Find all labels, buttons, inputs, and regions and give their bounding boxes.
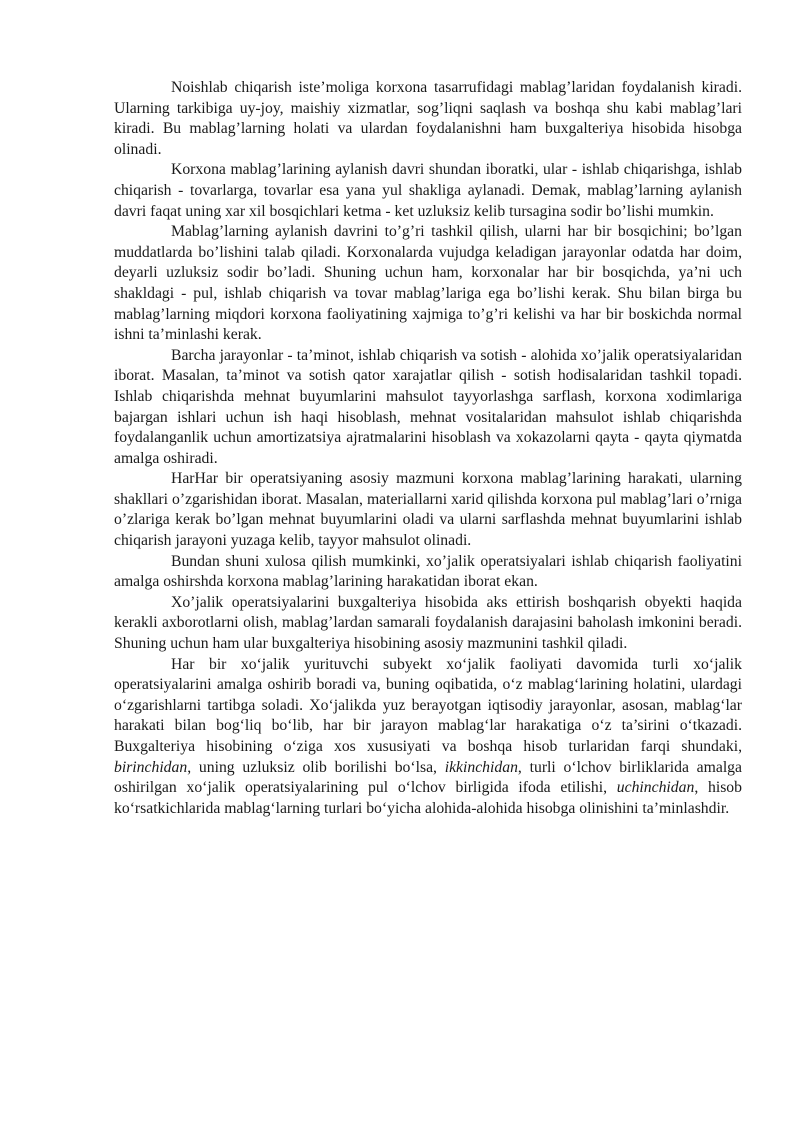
emphasis-birinchidan: birinchidan [114, 758, 188, 776]
paragraph-7: Xo’jalik operatsiyalarini buxgalteriya hisobida aks ettirish boshqarish obyekti haqida kerakli axborotlarni olish, mablag’lardan samarali foydalanish darajasini baholash imkonini beradi. Shuning uchun ham ular buxgalteriya hisobining asosiy mazmunini tashkil qiladi. [114, 593, 742, 653]
paragraph-4: Barcha jarayonlar - ta’minot, ishlab chiqarish va sotish - alohida xo’jalik operatsiyalaridan iborat. Masalan, ta’minot va sotish qator xarajatlar qilish - sotish hodisalaridan tashkil topadi. Ishlab chiqarishda mehnat buyumlarini mahsulot tayyorlashga sarflash, korxona xodimlariga bajargan ishlari uchun ish haqi hisoblash, mehnat vositalaridan mahsulot ishlab chiqarishda foydalanganlik uchun amortizatsiya ajratmalarini hisoblash va xokazolarni qayta - qayta qiymatda amalga oshiradi. [114, 346, 742, 467]
document-page [114, 78, 742, 819]
emphasis-ikkinchidan: ikkinchidan [444, 758, 518, 776]
emphasis-uchinchidan: uchinchidan [616, 779, 695, 797]
paragraph-8-text-1: Har bir xo‘jalik yurituvchi subyekt xo‘jalik faoliyati davomida turli xo‘jalik operatsiyalarini amalga oshirib boradi va, buning oqibatida, o‘z mablag‘larining holatini, ulardagi o‘zgarishlarni tartibga soladi. Xo‘jalikda yuz berayotgan iqtisodiy jarayonlar, asosan, mablag‘lar harakati bilan bog‘liq bo‘lib, har bir jarayon mablag‘lar harakatiga o‘z ta’sirini o‘tkazadi. Buxgalteriya hisobining o‘ziga xos xususiyati va boshqa hisob turlaridan farqi shundaki, [114, 655, 742, 755]
paragraph-8 [114, 655, 742, 820]
paragraph-8-text-2: , uning uzluksiz olib borilishi bo‘lsa, [187, 758, 445, 776]
paragraph-2: Korxona mablag’larining aylanish davri shundan iboratki, ular - ishlab chiqarishga, ishlab chiqarish - tovarlarga, tovarlar esa yana yul shakliga aylanadi. Demak, mablag’larning aylanish davri faqat uning xar xil bosqichlari ketma - ket uzluksiz kelib tursagina sodir bo’lishi mumkin. [114, 161, 742, 220]
paragraph-1: Noishlab chiqarish iste’moliga korxona tasarrufidagi mablag’laridan foydalanish kiradi. Ularning tarkibiga uy-joy, maishiy xizmatlar, sog’liqni saqlash va boshqa shu kabi mablag’lari kiradi. Bu mablag’larning holati va ulardan foydalanishni ham buxgalteriya hisobida hisobga olinadi. [114, 79, 742, 158]
paragraph-8-text-3: , turli o‘lchov birliklarida amalga oshirilgan xo‘jalik operatsiyalarining pul o‘lchov birligida ifoda etilishi, [114, 758, 742, 797]
paragraph-6: Bundan shuni xulosa qilish mumkinki, xo’jalik operatsiyalari ishlab chiqarish faoliyatini amalga oshirshda korxona mablag’larining harakatidan iborat ekan. [114, 552, 742, 591]
paragraph-3: Mablag’larning aylanish davrini to’g’ri tashkil qilish, ularni har bir bosqichini; bo’lgan muddatlarda bo’lishini talab qiladi. Korxonalarda vujudga keladigan jarayonlar odatda har doim, deyarli uzluksiz sodir bo’ladi. Shuning uchun ham, korxonalar har bir bosqichda, ya’ni uch shakldagi - pul, ishlab chiqarish va tovar mablag’lariga ega bo’lishi kerak. Shu bilan birga bu mablag’larning miqdori korxona faoliyatining xajmiga to’g’ri kelishi va har bir boskichda normal ishni ta’minlashi kerak. [114, 223, 742, 344]
paragraph-5: HarHar bir operatsiyaning asosiy mazmuni korxona mablag’larining harakati, ularning shakllari o’zgarishidan iborat. Masalan, materiallarni xarid qilishda korxona pul mablag’lari o’rniga o’zlariga kerak bo’lgan mehnat buyumlarini oladi va ularni sarflashda mehnat buyumlarini ishlab chiqarish jarayoni yuzaga kelib, tayyor mahsulot olinadi. [114, 470, 742, 550]
paragraph-8-text-4: , hisob ko‘rsatkichlarida mablag‘larning turlari bo‘yicha alohida-alohida hisobga olinishini ta’minlashdir. [114, 779, 742, 817]
